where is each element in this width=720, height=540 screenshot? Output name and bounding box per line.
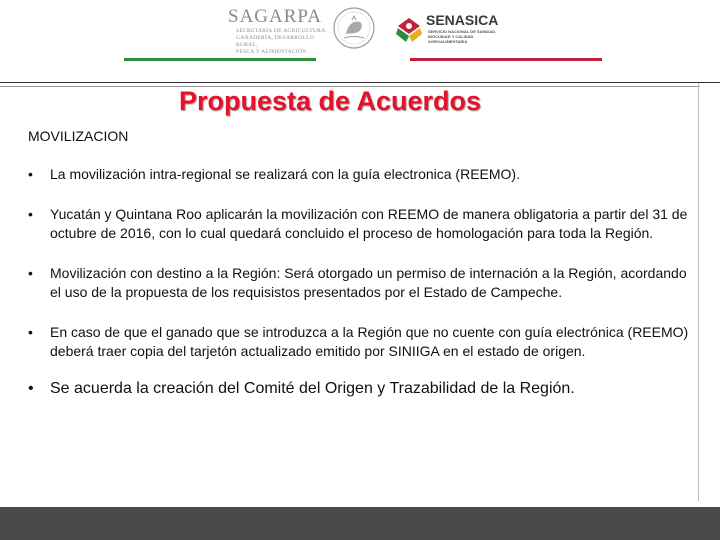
section-heading: MOVILIZACION — [28, 128, 129, 144]
bullet-marker: • — [28, 206, 33, 222]
bullet-marker: • — [28, 265, 33, 281]
bullet-text: La movilización intra-regional se realizará con la guía electronica (REEMO). — [50, 166, 520, 182]
senasica-subtitle-line: INOCUIDAD Y CALIDAD — [428, 34, 474, 39]
bullet-item — [28, 205, 693, 243]
bullet-marker: • — [28, 380, 34, 397]
bullet-marker: • — [28, 166, 33, 182]
senasica-emblem-icon — [394, 14, 424, 44]
slide-title: Propuesta de Acuerdos — [178, 86, 482, 116]
senasica-logo — [394, 10, 514, 50]
sagarpa-subtitle-line: GANADERÍA, DESARROLLO RURAL, — [236, 35, 315, 48]
senasica-name: SENASICA — [426, 12, 499, 28]
green-accent-bar — [124, 58, 316, 61]
bullet-list — [28, 165, 693, 399]
bullet-item — [28, 264, 693, 302]
bullet-item — [28, 323, 693, 361]
bullet-text: Yucatán y Quintana Roo aplicarán la movilización con REEMO de manera obligatoria a partir del 31 de octubre de 2016, con lo cual quedará concluido el proceso de homologación para toda la Región. — [50, 206, 688, 241]
bullet-text: En caso de que el ganado que se introduzca a la Región que no cuente con guía electrónica (REEMO) deberá traer copia del tarjetón actualizado emitido por SINIIGA en el estado de origen. — [50, 324, 689, 359]
footer-bar — [0, 507, 720, 540]
bullet-item — [28, 379, 693, 399]
sagarpa-name: SAGARPA — [228, 6, 322, 27]
senasica-subtitle-line: AGROALIMENTARIA — [428, 39, 468, 44]
senasica-subtitle-line: SERVICIO NACIONAL DE SANIDAD, — [428, 29, 497, 34]
top-divider — [0, 82, 720, 83]
sagarpa-logo — [222, 6, 332, 55]
red-accent-bar — [410, 58, 602, 61]
mexican-seal-icon — [332, 6, 376, 50]
sagarpa-subtitle — [236, 28, 332, 56]
bullet-marker: • — [28, 324, 33, 340]
right-divider — [698, 83, 699, 501]
bullet-text: Se acuerda la creación del Comité del Origen y Trazabilidad de la Región. — [50, 380, 575, 397]
bullet-item — [28, 165, 693, 184]
sagarpa-subtitle-line: PESCA Y ALIMENTACIÓN — [236, 49, 307, 55]
header — [0, 0, 720, 64]
sagarpa-subtitle-line: SECRETARÍA DE AGRICULTURA, — [236, 28, 328, 34]
bullet-text: Movilización con destino a la Región: Será otorgado un permiso de internación a la Región, acordando el uso de la propuesta de los requisistos presentados por el Estado de Campeche. — [50, 265, 687, 300]
senasica-subtitle — [428, 29, 496, 44]
